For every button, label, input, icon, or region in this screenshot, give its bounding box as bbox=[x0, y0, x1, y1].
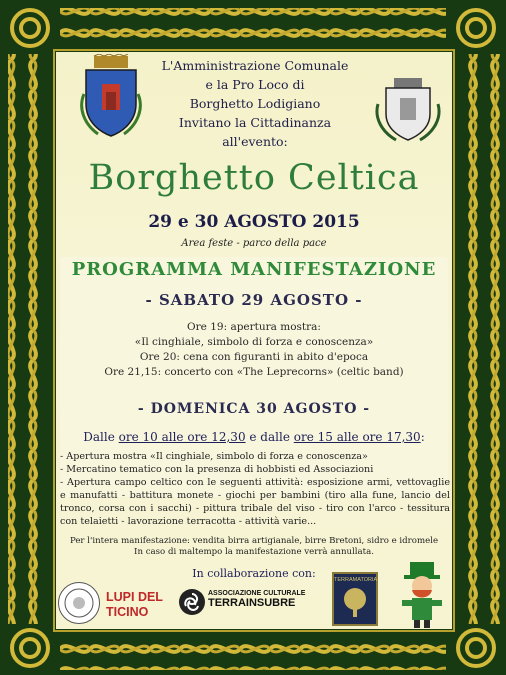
saturday-schedule bbox=[56, 320, 452, 380]
intro-line-3: Borghetto Lodigiano bbox=[189, 96, 321, 111]
lupi-line-1: LUPI DEL bbox=[106, 590, 163, 604]
seal-icon bbox=[59, 583, 99, 623]
tree-icon bbox=[334, 583, 376, 621]
note-line-2: In caso di maltempo la manifestazione verrà annullata. bbox=[134, 547, 374, 557]
triskele-icon bbox=[178, 588, 206, 616]
note-line-1: Per l'intera manifestazione: vendita birra artigianale, birre Bretoni, sidro e idromele bbox=[69, 536, 439, 546]
time-middle: e dalle bbox=[245, 430, 294, 444]
saturday-line-4: Ore 21,15: concerto con «The Leprecorns» (celtic band) bbox=[104, 366, 404, 378]
terramatoria-label: TERRAMATORIA bbox=[334, 577, 378, 583]
event-title: Borghetto Celtica bbox=[88, 158, 420, 198]
sunday-line-3: - Apertura campo celtico con le seguenti attività: esposizione armi, vettovaglie e manufatti - battitura monete - giochi per bambini (tiro alla fune, lancio del tronco, corsa con i sacchi) - pittura tribale del viso - tiro con l'arco - tessitura con telaietti - lavorazione terracotta - attività varie... bbox=[60, 477, 450, 527]
lupi-del-ticino-logo bbox=[106, 590, 163, 620]
sunday-schedule bbox=[60, 450, 450, 528]
time-suffix: : bbox=[420, 430, 425, 444]
program-heading: PROGRAMMA MANIFESTAZIONE bbox=[71, 259, 437, 280]
time-prefix: Dalle bbox=[83, 430, 119, 444]
leprechaun-icon bbox=[396, 560, 448, 630]
saturday-line-2: «Il cinghiale, simbolo di forza e conoscenza» bbox=[134, 336, 374, 348]
intro-line-2: e la Pro Loco di bbox=[205, 77, 305, 92]
event-location: Area feste - parco della pace bbox=[181, 238, 327, 249]
intro-line-1: L'Amministrazione Comunale bbox=[161, 58, 349, 73]
time-afternoon: ore 15 alle ore 17,30 bbox=[293, 430, 421, 444]
saturday-heading: - SABATO 29 AGOSTO - bbox=[145, 291, 363, 309]
intro-line-5: all'evento: bbox=[222, 134, 288, 149]
sunday-line-1: - Apertura mostra «Il cinghiale, simbolo di forza e conoscenza» bbox=[60, 451, 368, 462]
notes bbox=[56, 536, 452, 558]
collaboration-heading: In collaborazione con: bbox=[192, 567, 316, 580]
terramatoria-logo bbox=[332, 572, 378, 626]
intro-text bbox=[130, 56, 380, 151]
saturday-line-1: Ore 19: apertura mostra: bbox=[187, 321, 321, 333]
content-area bbox=[56, 52, 452, 629]
intro-line-4: Invitano la Cittadinanza bbox=[178, 115, 332, 130]
saturday-line-3: Ore 20: cena con figuranti in abito d'epoca bbox=[139, 351, 369, 363]
sunday-line-2: - Mercatino tematico con la presenza di hobbisti ed Associazioni bbox=[60, 464, 374, 475]
circular-seal-logo bbox=[58, 582, 100, 624]
lupi-line-2: TICINO bbox=[106, 605, 149, 619]
event-dates: 29 e 30 AGOSTO 2015 bbox=[148, 212, 360, 232]
terrainsubre-logo bbox=[208, 590, 305, 609]
time-morning: ore 10 alle ore 12,30 bbox=[118, 430, 246, 444]
assoc-line-1: ASSOCIAZIONE CULTURALE bbox=[208, 590, 306, 597]
sunday-hours bbox=[56, 430, 452, 444]
assoc-line-2: TERRAINSUBRE bbox=[208, 597, 296, 609]
coat-of-arms-right-icon bbox=[372, 74, 444, 146]
sunday-heading: - DOMENICA 30 AGOSTO - bbox=[137, 401, 371, 417]
